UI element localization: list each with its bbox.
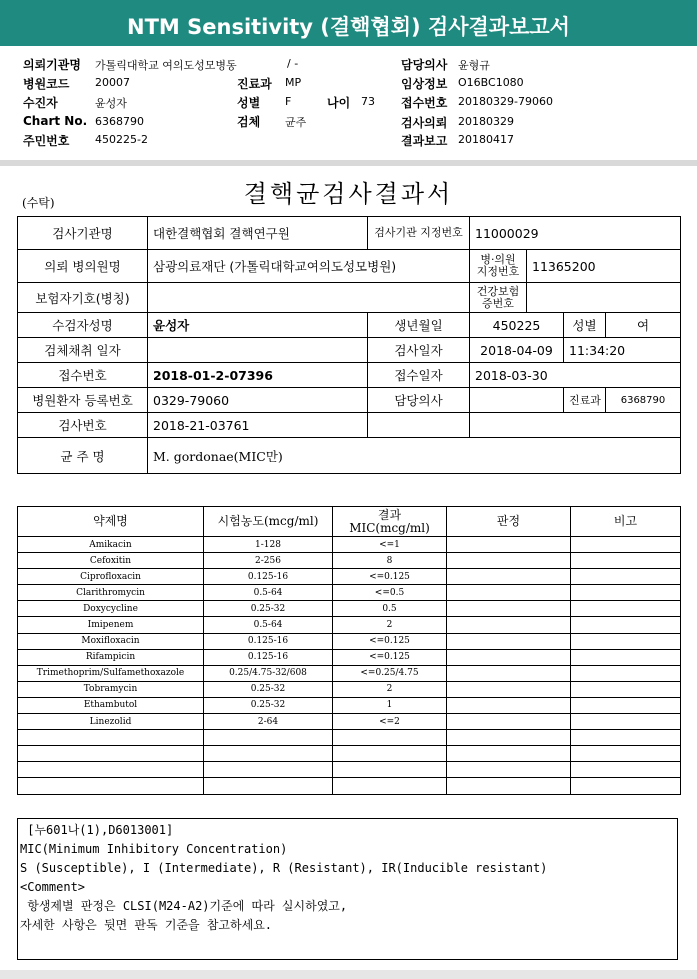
mic-empty-cell — [204, 762, 333, 778]
mic-range: 0.125-16 — [204, 569, 333, 585]
physician-label: 담당의사 — [368, 388, 470, 413]
dept-label-cell: 진료과 — [564, 388, 606, 413]
mic-range: 2-256 — [204, 553, 333, 569]
mic-range: 0.25-32 — [204, 681, 333, 697]
age-label: 나이 — [327, 96, 351, 110]
mic-interp — [447, 697, 571, 713]
age-value: 73 — [361, 95, 375, 108]
mic-interp — [447, 585, 571, 601]
mic-value: <=0.125 — [333, 649, 447, 665]
mic-header-result — [333, 507, 447, 537]
mic-empty-cell — [333, 778, 447, 794]
collection-date-label: 검체채취 일자 — [18, 338, 148, 363]
mic-table-body — [18, 537, 681, 795]
mic-empty-cell — [204, 778, 333, 794]
test-request-value: 20180329 — [458, 115, 514, 128]
specimen-value: 균주 — [285, 116, 307, 129]
physician-value — [470, 388, 564, 413]
mic-drug: Ethambutol — [18, 697, 204, 713]
mic-interp — [447, 649, 571, 665]
mic-row — [18, 649, 681, 665]
mic-interp — [447, 665, 571, 681]
doctor-label: 담당의사 — [401, 58, 448, 72]
mic-remark — [571, 601, 681, 617]
mic-remark — [571, 585, 681, 601]
mic-value: <=1 — [333, 537, 447, 553]
mic-remark — [571, 714, 681, 730]
mic-empty-cell — [333, 730, 447, 746]
req-hospital-value: 삼광의료재단 (가톨릭대학교여의도성모병원) — [148, 250, 470, 283]
comment-box — [17, 818, 678, 960]
document-title: 결핵균검사결과서 — [243, 180, 454, 208]
dept-label: 진료과 — [237, 77, 272, 91]
mic-interp — [447, 601, 571, 617]
insurance-label: 보험자기호(병칭) — [18, 283, 148, 313]
mic-row — [18, 553, 681, 569]
reg-no-value: 0329-79060 — [148, 388, 368, 413]
request-org-label: 의뢰기관명 — [23, 58, 81, 72]
mic-empty-cell — [571, 746, 681, 762]
mic-interp — [447, 553, 571, 569]
test-request-label: 검사의뢰 — [401, 116, 448, 130]
mic-remark — [571, 697, 681, 713]
req-hospital-label: 의뢰 병의원명 — [18, 250, 148, 283]
mic-header-result-line2: MIC(mcg/ml) — [349, 520, 430, 535]
mic-remark — [571, 681, 681, 697]
patient-name-label: 수검자성명 — [18, 313, 148, 338]
insurance-value — [148, 283, 470, 313]
mic-range: 2-64 — [204, 714, 333, 730]
mic-empty-row — [18, 746, 681, 762]
hospital-designation-label: 병·의원 지정번호 — [470, 250, 527, 283]
patient-label: 수진자 — [23, 96, 58, 110]
mic-remark — [571, 537, 681, 553]
clinical-value: O16BC1080 — [458, 76, 524, 89]
accession-date-value: 2018-03-30 — [470, 363, 681, 388]
test-no-empty-1 — [368, 413, 470, 438]
sex-value: F — [285, 95, 292, 108]
mic-empty-cell — [571, 762, 681, 778]
bottom-divider — [0, 970, 697, 979]
mic-header-remark: 비고 — [571, 507, 681, 537]
accession-label: 접수번호 — [18, 363, 148, 388]
accession-value: 2018-01-2-07396 — [148, 363, 368, 388]
mic-value: <=0.125 — [333, 633, 447, 649]
mic-value: <=0.5 — [333, 585, 447, 601]
test-no-value: 2018-21-03761 — [148, 413, 368, 438]
mic-interp — [447, 681, 571, 697]
mic-row — [18, 633, 681, 649]
mic-drug: Linezolid — [18, 714, 204, 730]
mic-range: 0.25-32 — [204, 601, 333, 617]
mic-empty-cell — [204, 746, 333, 762]
request-org-value: 가톨릭대학교 여의도성모병동 — [95, 59, 237, 72]
sex-value-cell: 여 — [606, 313, 681, 338]
mic-remark — [571, 633, 681, 649]
mic-drug: Rifampicin — [18, 649, 204, 665]
mic-row — [18, 665, 681, 681]
sex-label: 성별 — [237, 96, 261, 110]
comment-line-2: MIC(Minimum Inhibitory Concentration) — [20, 842, 288, 856]
mic-remark — [571, 617, 681, 633]
mic-row — [18, 601, 681, 617]
mic-drug: Doxycycline — [18, 601, 204, 617]
mic-empty-cell — [447, 746, 571, 762]
mic-value: 0.5 — [333, 601, 447, 617]
test-no-label: 검사번호 — [18, 413, 148, 438]
test-info-table — [17, 216, 681, 474]
collection-date-value — [148, 338, 368, 363]
mic-empty-cell — [447, 778, 571, 794]
hospital-code-value: 20007 — [95, 76, 130, 89]
mic-table — [17, 506, 681, 795]
mic-row — [18, 617, 681, 633]
mic-empty-cell — [18, 762, 204, 778]
lab-designation-value: 11000029 — [470, 217, 681, 250]
mic-empty-row — [18, 762, 681, 778]
doctor-value: 윤형규 — [458, 59, 490, 72]
hospital-designation-value: 11365200 — [527, 250, 681, 283]
mic-drug: Trimethoprim/Sulfamethoxazole — [18, 665, 204, 681]
comment-line-1: [누601나(1),D6013001] — [20, 823, 174, 837]
comment-line-5: 항생제별 판정은 CLSI(M24-A2)기준에 따라 실시하였고, — [20, 899, 348, 913]
mic-remark — [571, 649, 681, 665]
mic-row — [18, 681, 681, 697]
mic-drug: Ciprofloxacin — [18, 569, 204, 585]
mic-range: 1-128 — [204, 537, 333, 553]
mic-interp — [447, 537, 571, 553]
mic-row — [18, 569, 681, 585]
mic-header-interp: 판정 — [447, 507, 571, 537]
mic-interp — [447, 569, 571, 585]
mic-row — [18, 537, 681, 553]
mic-drug: Amikacin — [18, 537, 204, 553]
birth-value: 450225 — [470, 313, 564, 338]
patient-value: 윤성자 — [95, 97, 127, 110]
dept-value: MP — [285, 76, 302, 89]
report-header — [0, 0, 697, 46]
mic-range: 0.5-64 — [204, 617, 333, 633]
mic-range: 0.25/4.75-32/608 — [204, 665, 333, 681]
mic-drug: Cefoxitin — [18, 553, 204, 569]
mic-empty-row — [18, 730, 681, 746]
lab-designation-label: 검사기관 지정번호 — [368, 217, 470, 250]
dept-value-cell: 6368790 — [606, 388, 681, 413]
organism-label: 균 주 명 — [18, 438, 148, 474]
lab-name-label: 검사기관명 — [18, 217, 148, 250]
mic-empty-cell — [18, 730, 204, 746]
mic-value: 2 — [333, 617, 447, 633]
sex-label-cell: 성별 — [564, 313, 606, 338]
mic-empty-cell — [571, 778, 681, 794]
ward-value: / - — [287, 57, 299, 70]
mic-drug: Imipenem — [18, 617, 204, 633]
specimen-label: 검체 — [237, 115, 261, 129]
organism-value: M. gordonae(MIC만) — [148, 438, 681, 474]
reg-no-label: 병원환자 등록번호 — [18, 388, 148, 413]
mic-interp — [447, 633, 571, 649]
mic-drug: Clarithromycin — [18, 585, 204, 601]
mic-interp — [447, 617, 571, 633]
report-title: NTM Sensitivity (결핵협회) 검사결과보고서 — [127, 15, 570, 39]
mic-drug: Moxifloxacin — [18, 633, 204, 649]
mic-value: <=2 — [333, 714, 447, 730]
mic-range: 0.125-16 — [204, 633, 333, 649]
mic-empty-cell — [333, 762, 447, 778]
mic-value: 1 — [333, 697, 447, 713]
mic-empty-cell — [18, 746, 204, 762]
comment-line-4: <Comment> — [20, 880, 86, 894]
result-report-label: 결과보고 — [401, 134, 448, 148]
test-time-value: 11:34:20 — [564, 338, 681, 363]
mic-empty-cell — [18, 778, 204, 794]
comment-line-6: 자세한 사항은 뒷면 판독 기준을 참고하세요. — [20, 918, 273, 932]
mic-row — [18, 585, 681, 601]
clinical-label: 임상정보 — [401, 77, 448, 91]
health-insurance-value — [527, 283, 681, 313]
chart-no-value: 6368790 — [95, 115, 144, 128]
mic-empty-cell — [571, 730, 681, 746]
rrn-value: 450225-2 — [95, 133, 148, 146]
receipt-no-value: 20180329-79060 — [458, 95, 553, 108]
test-date-value: 2018-04-09 — [470, 338, 564, 363]
mic-header-drug: 약제명 — [18, 507, 204, 537]
mic-value: <=0.125 — [333, 569, 447, 585]
health-insurance-label: 건강보험 증번호 — [470, 283, 527, 313]
comment-line-3: S (Susceptible), I (Intermediate), R (Resistant), IR(Inducible resistant) — [20, 861, 548, 875]
mic-header-range: 시험농도(mcg/ml) — [204, 507, 333, 537]
mic-interp — [447, 714, 571, 730]
receipt-no-label: 접수번호 — [401, 96, 448, 110]
result-report-value: 20180417 — [458, 133, 514, 146]
test-date-label: 검사일자 — [368, 338, 470, 363]
patient-info-panel — [0, 46, 697, 160]
mic-range: 0.125-16 — [204, 649, 333, 665]
mic-drug: Tobramycin — [18, 681, 204, 697]
rrn-label: 주민번호 — [23, 134, 70, 148]
mic-empty-cell — [447, 730, 571, 746]
mic-range: 0.25-32 — [204, 697, 333, 713]
mic-empty-cell — [204, 730, 333, 746]
mic-row — [18, 714, 681, 730]
mic-header-result-line1: 결과 — [377, 507, 402, 522]
mic-value: <=0.25/4.75 — [333, 665, 447, 681]
document-tag: (수탁) — [22, 196, 55, 210]
mic-value: 8 — [333, 553, 447, 569]
lab-name-value: 대한결핵협회 결핵연구원 — [148, 217, 368, 250]
mic-empty-cell — [447, 762, 571, 778]
mic-value: 2 — [333, 681, 447, 697]
mic-range: 0.5-64 — [204, 585, 333, 601]
patient-name-value: 윤성자 — [148, 313, 368, 338]
mic-remark — [571, 553, 681, 569]
test-no-empty-2 — [470, 413, 681, 438]
accession-date-label: 접수일자 — [368, 363, 470, 388]
hospital-code-label: 병원코드 — [23, 77, 70, 91]
birth-label: 생년월일 — [368, 313, 470, 338]
mic-empty-cell — [333, 746, 447, 762]
chart-no-label: Chart No. — [23, 114, 88, 128]
mic-remark — [571, 665, 681, 681]
mic-empty-row — [18, 778, 681, 794]
mic-remark — [571, 569, 681, 585]
mic-row — [18, 697, 681, 713]
